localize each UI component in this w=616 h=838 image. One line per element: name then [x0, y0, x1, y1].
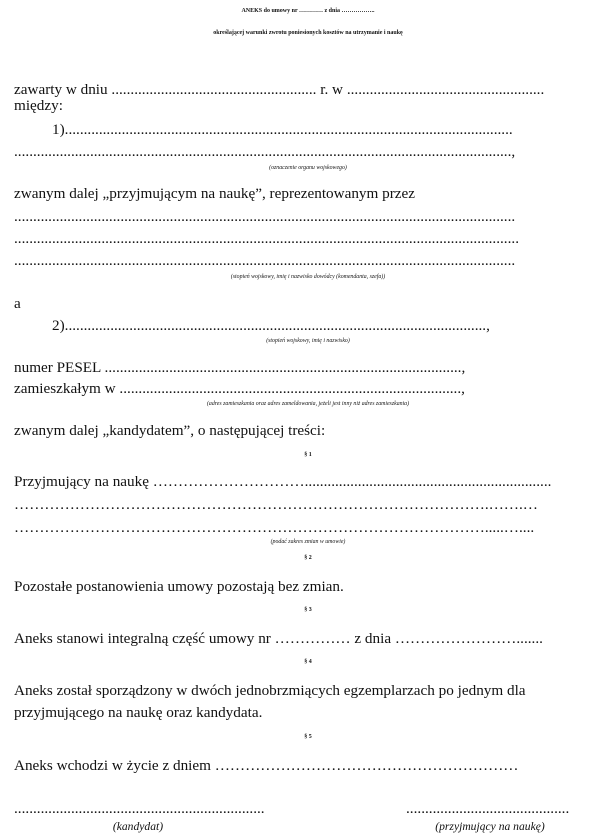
section-3-text: Aneks stanowi integralną część umowy nr …………… z dnia …………………….......: [14, 630, 543, 647]
section-1-line3: ………………………………………………………………………………….....…....: [14, 519, 535, 536]
section-2-heading: § 2: [304, 555, 312, 561]
section-4-line2: przyjmującego na naukę oraz kandydata.: [14, 704, 263, 721]
representative-line3: ....................................................................................................................................: [14, 252, 516, 269]
section-2-text: Pozostałe postanowienia umowy pozostają bez zmian.: [14, 578, 344, 595]
section-1-note: (podać zakres zmian w umowie): [270, 539, 346, 545]
section-4-heading: § 4: [304, 659, 312, 665]
party2-line: 2)...............................................................................................................,: [52, 317, 490, 334]
receiver-intro: zwanym dalej „przyjmującym na naukę”, reprezentowanym przez: [14, 185, 416, 202]
representative-line2: .....................................................................................................................................: [14, 230, 519, 247]
residence-line: zamieszkałym w ..........................................................................................,: [14, 380, 465, 397]
signature-candidate-line: ..................................................................: [14, 800, 265, 817]
document-title-line1: ANEKS do umowy nr ………… z dnia ……………..: [241, 8, 375, 14]
and-label: a: [14, 295, 21, 312]
residence-note: (adres zamieszkania oraz adres zameldowania, jeżeli jest inny niż adres zamieszkania): [206, 401, 410, 407]
signature-candidate-label: (kandydat): [112, 820, 164, 833]
pesel-line: numer PESEL ..............................................................................................,: [14, 359, 466, 376]
section-5-text: Aneks wchodzi w życie z dniem ……………………………………………………: [14, 757, 519, 774]
section-4-line1: Aneks został sporządzony w dwóch jednobrzmiących egzemplarzach po jednym dla: [14, 682, 526, 699]
representative-note: (stopień wojskowy, imię i nazwisko dowódcy (komendanta, szefa)): [230, 274, 386, 280]
section-1-heading: § 1: [304, 452, 312, 458]
section-5-heading: § 5: [304, 734, 312, 740]
section-3-heading: § 3: [304, 607, 312, 613]
document-title-line2: określającej warunki zwrotu poniesionych kosztów na utrzymanie i naukę: [213, 30, 403, 36]
between-label: między:: [14, 97, 63, 114]
party1-note: (oznaczenie organu wojskowego): [269, 165, 347, 171]
candidate-intro: zwanym dalej „kandydatem”, o następującej treści:: [14, 422, 326, 439]
signature-receiver-line: ...........................................: [406, 800, 570, 817]
concluded-line: zawarty w dniu ...................................................... r. w ....................................................: [14, 81, 545, 98]
signature-receiver-label: (przyjmujący na naukę): [435, 820, 545, 833]
party1-line2: ...................................................................................................................................,: [14, 143, 516, 160]
section-1-line1: Przyjmujący na naukę ………………………….................................................................: [14, 473, 552, 490]
party1-line1: 1)......................................................................................................................: [52, 121, 513, 138]
representative-line1: ....................................................................................................................................: [14, 208, 516, 225]
section-1-line2: ………………………………………………………………………………….…….…: [14, 496, 538, 513]
party2-note: (stopień wojskowy, imię i nazwisko): [266, 338, 350, 344]
